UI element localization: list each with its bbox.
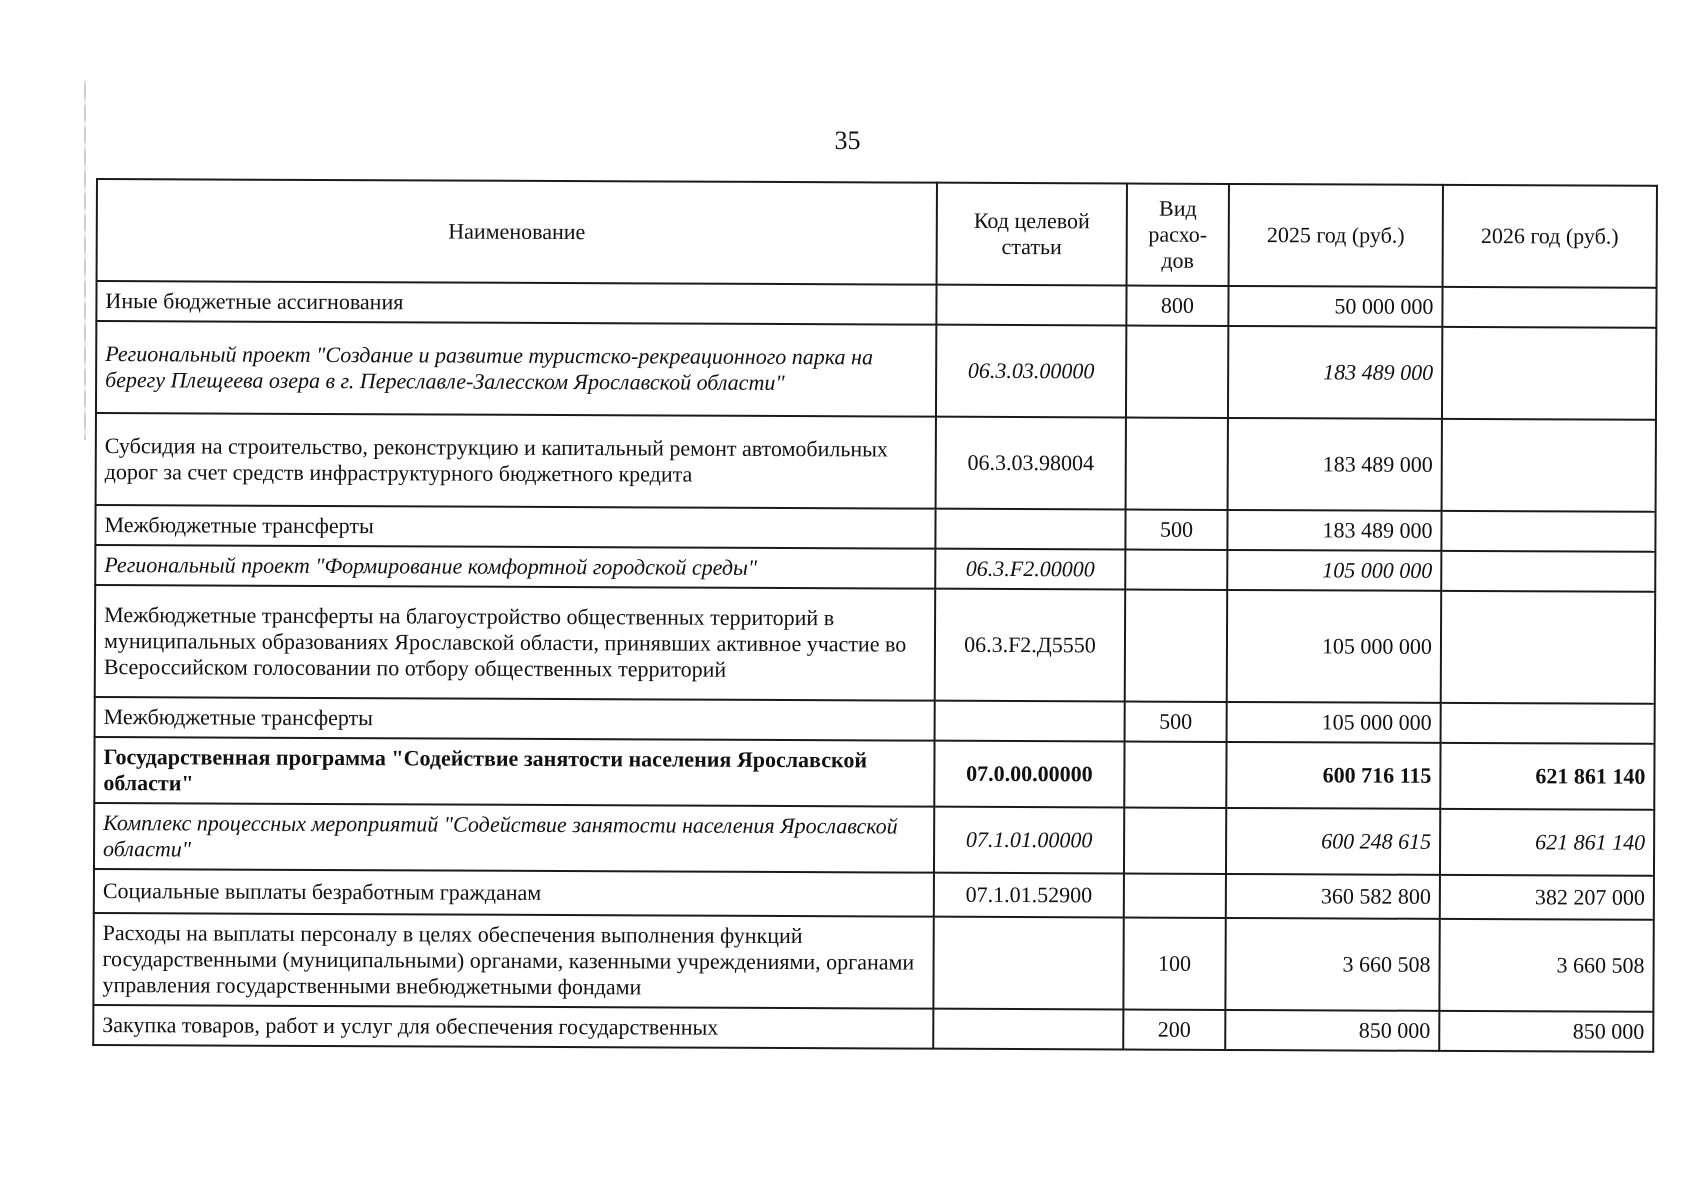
cell-name: Социальные выплаты безработным гражданам [94,869,934,917]
table-header-row [97,179,1657,288]
table-row [96,413,1656,512]
table-row [93,913,1653,1012]
cell-2026 [1441,591,1655,704]
table-row [94,803,1654,876]
header-name: Наименование [97,179,937,285]
cell-kind [1124,741,1226,807]
table-row [94,737,1654,810]
table-row [95,697,1655,744]
cell-kind [1125,549,1227,589]
table-row [94,869,1654,920]
cell-2025: 183 489 000 [1227,510,1441,551]
cell-code: 06.3.F2.Д5550 [935,589,1125,702]
header-2026: 2026 год (руб.) [1443,185,1657,288]
cell-name: Межбюджетные трансферты [95,505,935,549]
cell-kind: 100 [1123,917,1225,1009]
cell-2025: 360 582 800 [1226,874,1440,919]
cell-code: 07.0.00.00000 [934,741,1124,808]
cell-2026 [1442,327,1656,420]
cell-2026: 621 861 140 [1440,809,1654,876]
table-row [95,545,1655,592]
cell-code: 06.3.F2.00000 [935,549,1125,590]
cell-kind: 800 [1126,285,1228,325]
cell-2025: 105 000 000 [1227,702,1441,743]
cell-kind [1126,325,1228,417]
table-body [93,281,1656,1052]
cell-name: Государственная программа "Содействие занятости населения Ярославской области" [94,737,934,807]
cell-2025: 50 000 000 [1228,286,1442,327]
table-row [95,505,1655,552]
cell-name: Региональный проект "Формирование комфортной городской среды" [95,545,935,589]
cell-2026 [1442,287,1656,328]
cell-code: 06.3.03.98004 [936,417,1126,510]
cell-name: Комплекс процессных мероприятий "Содействие занятости населения Ярославской области" [94,803,934,873]
cell-code: 07.1.01.52900 [934,873,1124,918]
cell-kind [1124,807,1226,873]
cell-name: Региональный проект "Создание и развитие туристско-рекреационного парка на берегу Плещеева озера в г. Переславле-Залесском Ярославской области" [96,321,936,417]
cell-2026: 3 660 508 [1439,919,1653,1012]
table-row [96,321,1656,420]
table-row [96,281,1656,328]
cell-2025: 105 000 000 [1227,590,1441,703]
cell-2025: 600 716 115 [1226,742,1440,809]
cell-kind [1124,873,1226,917]
cell-2025: 183 489 000 [1228,418,1442,511]
cell-name: Межбюджетные трансферты на благоустройство общественных территорий в муниципальных образованиях Ярославской области, принявших активное участие во Всероссийском голосовании по отбору общественных территорий [95,585,935,701]
cell-2026: 621 861 140 [1440,743,1654,810]
table-row [95,585,1655,704]
cell-kind: 200 [1123,1009,1225,1049]
cell-code: 06.3.03.00000 [936,325,1126,418]
cell-name: Субсидия на строительство, реконструкцию и капитальный ремонт автомобильных дорог за счет средств инфраструктурного бюджетного кредита [96,413,936,509]
cell-name: Межбюджетные трансферты [95,697,935,741]
cell-kind: 500 [1125,509,1227,549]
cell-name: Иные бюджетные ассигнования [96,281,936,325]
header-kind: Вид расхо-дов [1127,183,1229,285]
cell-code [933,1009,1123,1050]
cell-code [936,285,1126,326]
cell-code [935,509,1125,550]
cell-2025: 850 000 [1225,1010,1439,1051]
cell-2026: 850 000 [1439,1011,1653,1052]
cell-2026 [1441,703,1655,744]
cell-2025: 3 660 508 [1225,918,1439,1011]
cell-name: Закупка товаров, работ и услуг для обеспечения государственных [93,1005,933,1049]
cell-kind [1125,589,1227,701]
cell-code [935,701,1125,742]
header-2025: 2025 год (руб.) [1229,184,1443,287]
table-row [93,1005,1653,1052]
cell-2025: 105 000 000 [1227,550,1441,591]
cell-code [933,917,1123,1010]
cell-2026 [1441,511,1655,552]
cell-name: Расходы на выплаты персоналу в целях обеспечения выполнения функций государственными (муниципальными) органами, казенными учреждениями, органами управления государственными внебюджетными фондами [93,913,933,1009]
header-code: Код целевой статьи [937,183,1127,286]
page-number: 35 [834,126,861,155]
cell-kind: 500 [1125,701,1227,741]
cell-kind [1126,417,1228,509]
cell-code: 07.1.01.00000 [934,807,1124,874]
cell-2025: 183 489 000 [1228,326,1442,419]
cell-2025: 600 248 615 [1226,808,1440,875]
cell-2026 [1442,419,1656,512]
cell-2026: 382 207 000 [1440,875,1654,920]
budget-table [92,178,1658,1053]
cell-2026 [1441,551,1655,592]
